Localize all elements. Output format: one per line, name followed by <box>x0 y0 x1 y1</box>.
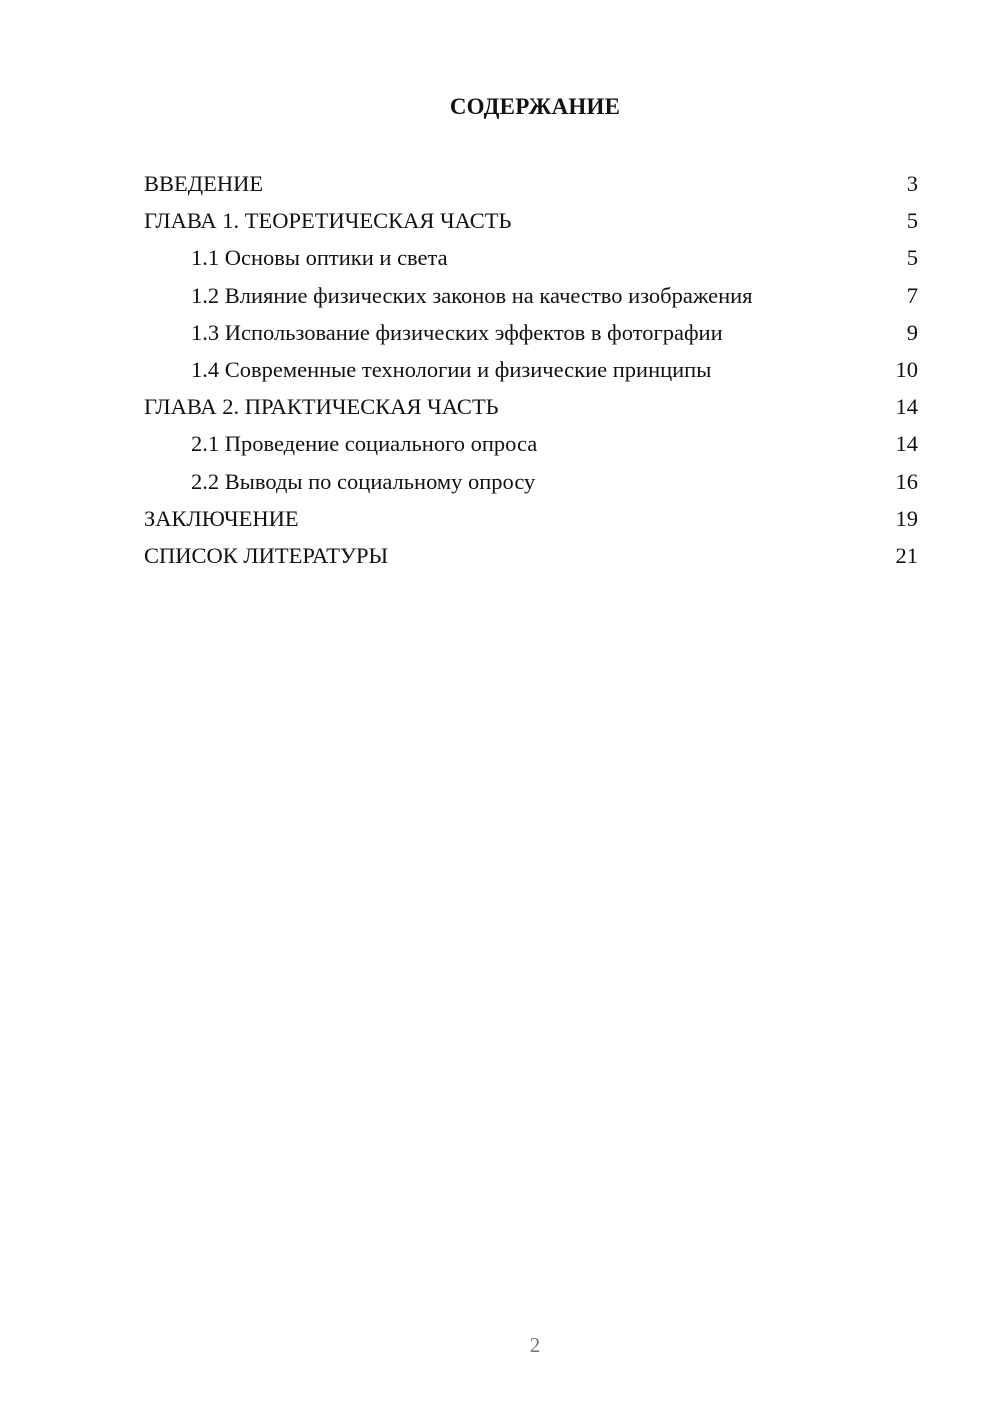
toc-entry-section-1-1[interactable] <box>144 242 918 279</box>
toc-entry-page: 3 <box>906 171 918 196</box>
toc-entry-label: ЗАКЛЮЧЕНИЕ <box>144 505 299 531</box>
toc-entry-label: 2.1 Проведение социального опроса <box>191 431 538 457</box>
toc-entry-page: 7 <box>906 282 918 308</box>
toc-entry-label: 1.2 Влияние физических законов на качество изображения <box>191 282 753 308</box>
toc-entry-page: 16 <box>895 468 918 494</box>
toc-entry-label: 1.1 Основы оптики и света <box>191 245 448 271</box>
toc-entry-section-1-3[interactable] <box>144 317 918 354</box>
toc-entry-page: 14 <box>895 394 918 420</box>
toc-entry-page: 5 <box>906 245 918 271</box>
toc-entry-page: 14 <box>895 431 918 457</box>
page-number: 2 <box>529 1333 541 1357</box>
toc-entry-page: 19 <box>895 505 918 531</box>
toc-entry-page: 21 <box>895 542 918 568</box>
table-of-contents <box>144 168 918 577</box>
toc-entry-bibliography[interactable] <box>144 540 918 577</box>
toc-entry-label: 1.3 Использование физических эффектов в фотографии <box>191 319 723 345</box>
toc-entry-chapter-1[interactable] <box>144 205 918 242</box>
toc-entry-conclusion[interactable] <box>144 503 918 540</box>
toc-entry-section-1-2[interactable] <box>144 280 918 317</box>
toc-entry-introduction[interactable] <box>144 168 918 205</box>
toc-entry-chapter-2[interactable] <box>144 391 918 428</box>
toc-entry-page: 10 <box>895 356 918 382</box>
toc-entry-label: ГЛАВА 1. ТЕОРЕТИЧЕСКАЯ ЧАСТЬ <box>144 208 512 234</box>
toc-entry-section-2-1[interactable] <box>144 428 918 465</box>
toc-entry-label: 2.2 Выводы по социальному опросу <box>191 468 536 494</box>
toc-entry-section-2-2[interactable] <box>144 466 918 503</box>
toc-entry-label: 1.4 Современные технологии и физические принципы <box>191 356 712 382</box>
page-title: СОДЕРЖАНИЕ <box>449 94 621 119</box>
toc-entry-section-1-4[interactable] <box>144 354 918 391</box>
toc-entry-label: СПИСОК ЛИТЕРАТУРЫ <box>144 542 389 568</box>
toc-entry-page: 9 <box>906 319 918 345</box>
toc-entry-label: ГЛАВА 2. ПРАКТИЧЕСКАЯ ЧАСТЬ <box>144 394 499 420</box>
toc-entry-label: ВВЕДЕНИЕ <box>144 171 264 196</box>
toc-entry-page: 5 <box>906 208 918 234</box>
